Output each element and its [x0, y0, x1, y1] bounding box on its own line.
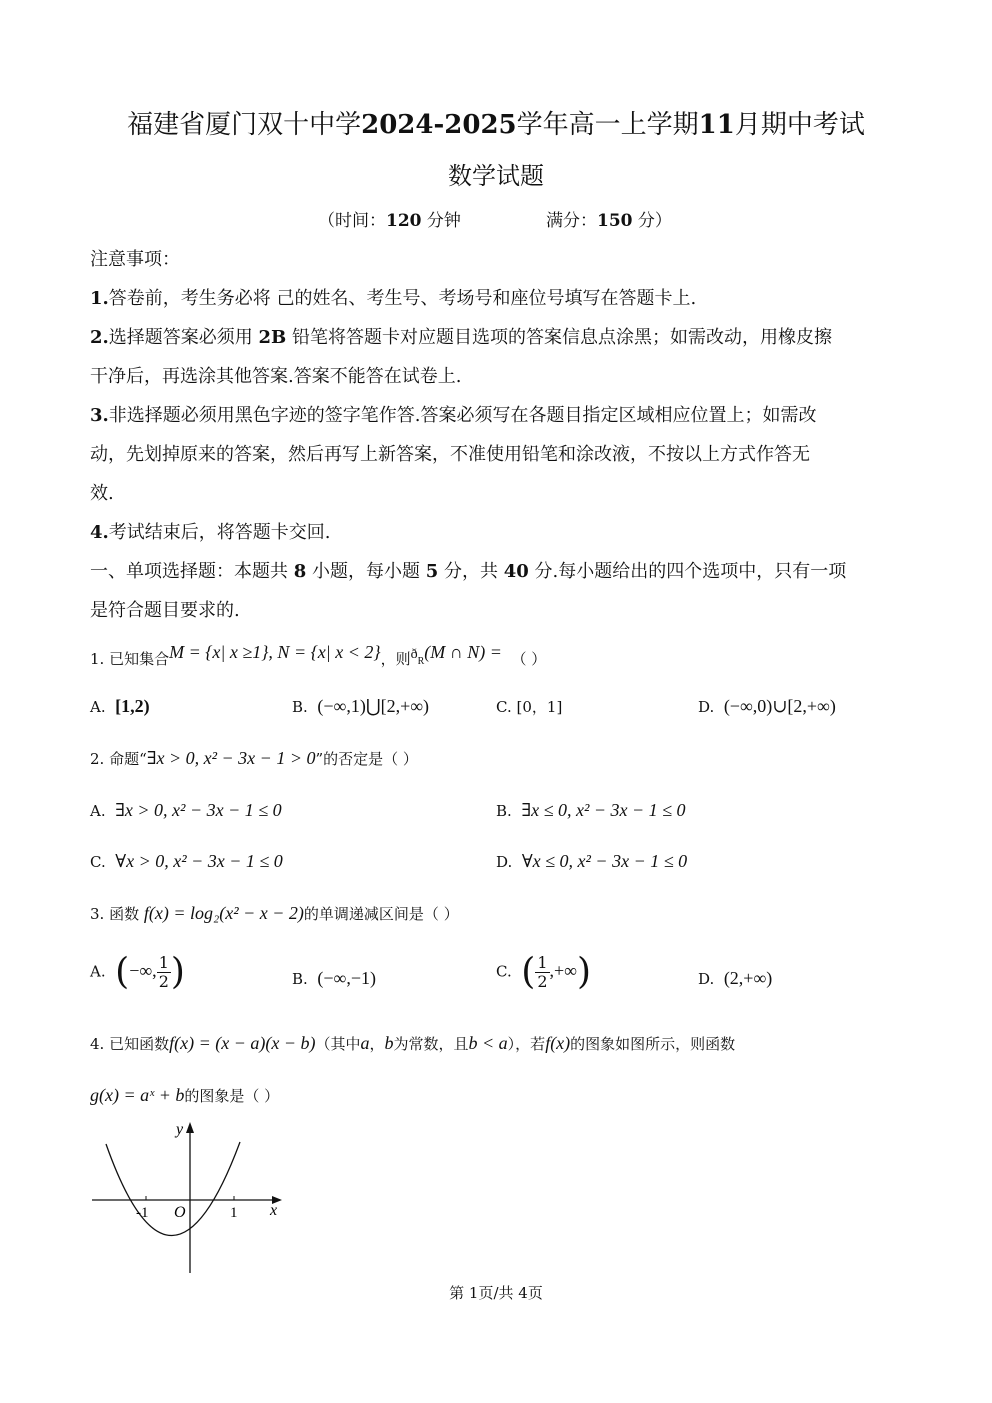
notice-item-3-line3: 效.: [90, 483, 114, 504]
option-label: C.: [496, 962, 512, 981]
notice-heading: 注意事项：: [90, 249, 180, 270]
y-axis-label: y: [176, 1121, 184, 1138]
option-label: A.: [90, 802, 106, 820]
q2-option-c: [90, 851, 283, 872]
q4-fx: f(x): [545, 1033, 571, 1053]
q1-sets: M = {x| x ≥1}, N = {x| x < 2}: [169, 642, 381, 662]
option-label: D.: [698, 698, 715, 716]
title-mid: 学年高一上学期: [516, 110, 699, 140]
fraction: [157, 954, 171, 991]
notice-item-2-line2: 干净后，再选涂其他答案.答案不能答在试卷上.: [90, 366, 462, 387]
section-text: 分.每小题给出的四个选项中，只有一项: [528, 561, 847, 582]
notice-item-1: [90, 284, 696, 310]
notice-num: 2.: [90, 327, 109, 348]
fraction-numerator: 1: [537, 953, 548, 972]
var-a: a: [360, 1033, 370, 1053]
time-value: 120: [386, 211, 422, 231]
time-unit: 分钟: [426, 211, 461, 231]
notice-text: 答卷前，考生务必将 己的姓名、考生号、考场号和座位号填写在答题卡上.: [108, 288, 697, 309]
q1-stem-text: 1. 已知集合: [90, 650, 170, 668]
score-value: 150: [597, 211, 633, 231]
option-value: (−∞,0)∪[2,+∞): [723, 696, 836, 716]
section-text: 一、单项选择题：本题共: [90, 561, 294, 582]
q4-stem-text: 4. 已知函数: [90, 1035, 170, 1053]
q4-stem-text: 的图象是（ ）: [184, 1087, 280, 1105]
q4-condition: b < a: [468, 1033, 508, 1053]
q4-comma: ，: [369, 1035, 385, 1053]
parabola-curve: [106, 1142, 240, 1236]
notice-text: 非选择题必须用黑色字迹的签字笔作答.答案必须写在各题目指定区域相应位置上；如需改: [108, 405, 817, 426]
section-heading-line2: 是符合题目要求的.: [90, 600, 240, 621]
complement-subscript: R: [417, 656, 425, 667]
option-label: B.: [292, 970, 308, 988]
option-label: B.: [496, 802, 512, 820]
fraction-denominator: 2: [158, 972, 169, 991]
exam-title: [0, 104, 992, 141]
option-label: A.: [90, 698, 106, 716]
section-text: 分，共: [438, 561, 504, 582]
option-value: (2,+∞): [723, 968, 773, 988]
q1-option-c: [496, 696, 562, 717]
answer-paren: （ ）: [511, 650, 547, 668]
q1-option-b: [292, 696, 429, 717]
q3-option-c: [496, 951, 592, 993]
title-month: 11: [698, 110, 735, 140]
option-value: ∀x > 0, x² − 3x − 1 ≤ 0: [115, 851, 283, 871]
option-label: C.: [496, 698, 512, 716]
question-3-stem: [90, 903, 459, 924]
q3-option-d: [698, 968, 772, 989]
section-text: 小题，每小题: [306, 561, 426, 582]
score-label: 满分：: [546, 211, 597, 231]
notice-num: 3.: [90, 405, 109, 426]
q3-stem-text: 3. 函数: [90, 905, 140, 923]
q3-stem-text: 的单调递减区间是（ ）: [303, 905, 459, 923]
complement-symbol: ð: [410, 647, 418, 662]
left-paren: (: [521, 951, 536, 993]
fraction-denominator: 2: [537, 972, 548, 991]
title-exam: 月期中考试: [734, 110, 865, 140]
y-axis-arrow: [186, 1122, 194, 1133]
option-value: [1,2): [115, 696, 150, 716]
fraction: [535, 954, 549, 991]
q4-function: f(x) = (x − a)(x − b): [169, 1033, 316, 1053]
notice-text: 铅笔将答题卡对应题目选项的答案信息点涂黑；如需改动，用橡皮擦: [286, 327, 832, 348]
section-count: 8: [293, 561, 307, 582]
q2-option-b: [496, 800, 686, 821]
option-value: ∃x > 0, x² − 3x − 1 ≤ 0: [115, 800, 282, 820]
notice-item-3: [90, 401, 817, 427]
option-label: D.: [496, 853, 513, 871]
right-paren: ): [576, 951, 592, 993]
time-label: （时间：: [318, 211, 386, 231]
q1-option-a: [90, 696, 150, 717]
right-paren: ): [170, 951, 185, 993]
q4-stem-text: 的图象如图所示，则函数: [570, 1035, 736, 1053]
q4-stem-text: ），若: [507, 1035, 546, 1053]
section-points: 5: [425, 561, 439, 582]
q2-stem-text: ”的否定是（ ）: [315, 750, 418, 768]
q4-stem-text: （其中: [315, 1035, 361, 1053]
section-total: 40: [503, 561, 529, 582]
left-paren: (: [115, 951, 130, 993]
option-value: (−∞,1)⋃[2,+∞): [317, 696, 430, 716]
exam-time: [318, 206, 461, 231]
option-value: (−∞,−1): [317, 968, 376, 988]
q3-option-a: [90, 951, 185, 993]
option-value: ∀x ≤ 0, x² − 3x − 1 ≤ 0: [521, 851, 688, 871]
parabola-graph: [86, 1118, 296, 1278]
q2-stem-text: 2. 命题“: [90, 750, 147, 768]
notice-num: 4.: [90, 522, 109, 543]
notice-item-3-line2: 动，先划掉原来的答案，然后再写上新答案，不准使用铅笔和涂改液，不按以上方式作答无: [90, 444, 810, 465]
q3-function: f(x) = log₂(x² − x − 2): [143, 903, 304, 923]
q2-option-a: [90, 800, 282, 821]
notice-pencil: 2B: [258, 327, 287, 348]
origin-label: O: [174, 1204, 186, 1221]
notice-text: 选择题答案必须用: [108, 327, 259, 348]
option-label: B.: [292, 698, 308, 716]
q2-proposition: ∃x > 0, x² − 3x − 1 > 0: [146, 748, 316, 768]
tick-label-neg-one: -1: [136, 1205, 149, 1221]
tick-label-pos-one: 1: [230, 1205, 238, 1221]
option-value: [0，1]: [516, 698, 563, 716]
option-value: −∞,: [129, 960, 157, 981]
title-year: 2024-2025: [361, 110, 517, 140]
q4-gx: g(x) = aˣ + b: [90, 1085, 185, 1105]
x-axis-label: x: [270, 1202, 278, 1219]
q2-option-d: [496, 851, 687, 872]
var-b: b: [384, 1033, 394, 1053]
question-1-stem: [90, 642, 547, 669]
q1-option-d: [698, 696, 836, 717]
option-label: A.: [90, 962, 106, 981]
section-heading: [90, 557, 846, 583]
q1-expression: (M ∩ N) =: [424, 642, 502, 662]
option-label: D.: [698, 970, 715, 988]
question-4-stem: [90, 1033, 735, 1054]
notice-text: 考试结束后，将答题卡交回.: [108, 522, 331, 543]
q4-stem-text: 为常数，且: [393, 1035, 469, 1053]
question-4-stem-line2: [90, 1085, 279, 1106]
score-unit: 分）: [637, 211, 672, 231]
title-school: 福建省厦门双十中学: [127, 110, 362, 140]
option-label: C.: [90, 853, 106, 871]
notice-item-4: [90, 518, 331, 544]
notice-num: 1.: [90, 288, 109, 309]
exam-score: [546, 206, 672, 231]
q3-option-b: [292, 968, 376, 989]
option-value: ∃x ≤ 0, x² − 3x − 1 ≤ 0: [521, 800, 686, 820]
question-2-stem: [90, 748, 418, 769]
fraction-numerator: 1: [158, 953, 169, 972]
option-value: ,+∞: [549, 960, 577, 981]
q1-then: ，则: [380, 650, 411, 668]
exam-subtitle: 数学试题: [448, 162, 544, 190]
page-number: 第 1页/共 4页: [449, 1284, 543, 1302]
notice-item-2: [90, 323, 832, 349]
